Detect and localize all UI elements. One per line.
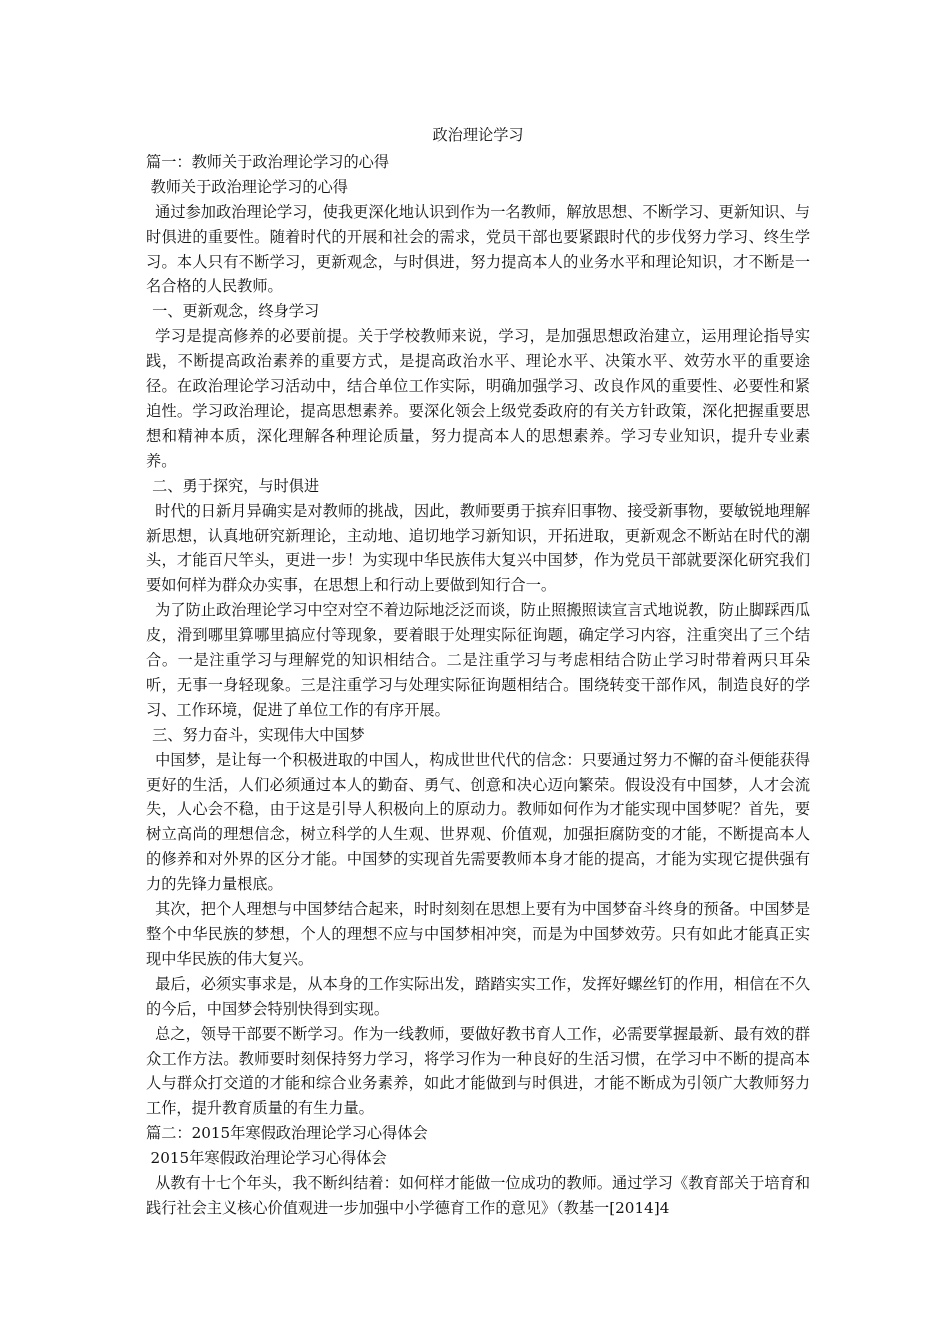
section3-heading: 三、努力奋斗，实现伟大中国梦 <box>152 725 365 744</box>
document-title: 政治理论学习 <box>432 126 524 144</box>
section2-paragraph-2: 为了防止政治理论学习中空对空不着边际地泛泛而谈，防止照搬照读宣言式地说教，防止脚踩西瓜皮，滑到哪里算哪里搞应付等现象，要着眼于处理实际征询题，确定学习内容，注重突出了三个结合。一是注重学习与理解党的知识相结合。二是注重学习与考虑相结合防止学习时带着两只耳朵听，无事一身轻现象。三是注重学习与处理实际征询题相结合。围绕转变干部作风，制造良好的学习、工作环境，促进了单位工作的有序开展。 <box>146 601 810 719</box>
section3-paragraph-4: 总之，领导干部要不断学习。作为一线教师，要做好教书育人工作，必需要掌握最新、最有效的群众工作方法。教师要时刻保持努力学习，将学习作为一种良好的生活习惯，在学习中不断的提高本人与群众打交道的才能和综合业务素养，如此才能做到与时俱进，才能不断成为引领广大教师努力工作，提升教育质量的有生力量。 <box>146 1024 810 1118</box>
part2-subtitle: 2015年寒假政治理论学习心得体会 <box>150 1149 387 1168</box>
section1-heading: 一、更新观念，终身学习 <box>152 302 320 321</box>
part2-heading: 篇二：2015年寒假政治理论学习心得体会 <box>146 1124 428 1143</box>
section1-paragraph: 学习是提高修养的必要前提。关于学校教师来说，学习，是加强思想政治建立，运用理论指导实践，不断提高政治素养的重要方式，是提高政治水平、理论水平、决策水平、效劳水平的重要途径。在政治理论学习活动中，结合单位工作实际，明确加强学习、改良作风的重要性、必要性和紧迫性。学习政治理论，提高思想素养。要深化领会上级党委政府的有关方针政策，深化把握重要思想和精神本质，深化理解各种理论质量，努力提高本人的思想素养。学习专业知识，提升专业素养。 <box>146 327 810 470</box>
section2-heading: 二、勇于探究，与时俱进 <box>152 476 320 495</box>
part1-heading: 篇一：教师关于政治理论学习的心得 <box>146 152 389 171</box>
section3-paragraph-2: 其次，把个人理想与中国梦结合起来，时时刻刻在思想上要有为中国梦奋斗终身的预备。中国梦是整个中华民族的梦想，个人的理想不应与中国梦相冲突，而是为中国梦效劳。只有如此才能真正实现中华民族的伟大复兴。 <box>146 900 810 968</box>
part2-paragraph: 从教有十七个年头，我不断纠结着：如何样才能做一位成功的教师。通过学习《教育部关于培育和践行社会主义核心价值观进一步加强中小学德育工作的意见》（教基一[2014]4 <box>146 1174 810 1217</box>
document-page <box>146 123 810 1221</box>
part1-subtitle: 教师关于政治理论学习的心得 <box>150 177 348 196</box>
section2-paragraph-1: 时代的日新月异确实是对教师的挑战，因此，教师要勇于摈弃旧事物、接受新事物，要敏锐地理解新思想，认真地研究新理论，主动地、追切地学习新知识，开拓进取，更新观念不断站在时代的潮头，才能百尺竿头，更进一步！为实现中华民族伟大复兴中国梦，作为党员干部就要深化研究我们要如何样为群众办实事，在思想上和行动上要做到知行合一。 <box>146 501 810 595</box>
section3-paragraph-3: 最后，必须实事求是，从本身的工作实际出发，踏踏实实工作，发挥好螺丝钉的作用，相信在不久的今后，中国梦会特别快得到实现。 <box>146 974 810 1018</box>
part1-intro-paragraph: 通过参加政治理论学习，使我更深化地认识到作为一名教师，解放思想、不断学习、更新知识、与时俱进的重要性。随着时代的开展和社会的需求，党员干部也要紧跟时代的步伐努力学习、终生学习。本人只有不断学习，更新观念，与时俱进，努力提高本人的业务水平和理论知识，才不断是一名合格的人民教师。 <box>146 202 810 296</box>
section3-paragraph-1: 中国梦，是让每一个积极进取的中国人，构成世世代代的信念：只要通过努力不懈的奋斗便能获得更好的生活，人们必须通过本人的勤奋、勇气、创意和决心迈向繁荣。假设没有中国梦，人才会流失，人心会不稳，由于这是引导人积极向上的原动力。教师如何作为才能实现中国梦呢？首先，要树立高尚的理想信念，树立科学的人生观、世界观、价值观，加强拒腐防变的才能，不断提高本人的修养和对外界的区分才能。中国梦的实现首先需要教师本身才能的提高，才能为实现它提供强有力的先锋力量根底。 <box>146 750 810 894</box>
